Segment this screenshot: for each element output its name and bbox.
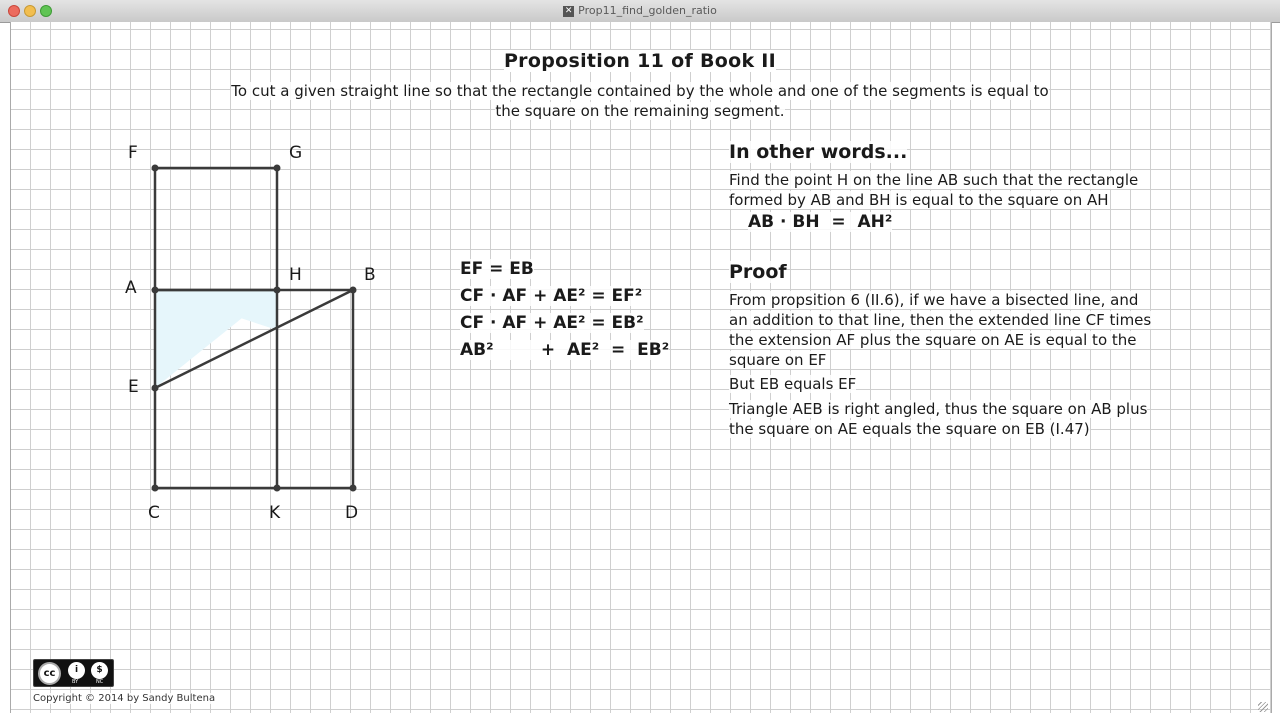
- point-c: [152, 485, 159, 492]
- window-title: Prop11_find_golden_ratio: [578, 4, 717, 17]
- resize-grip-icon[interactable]: [1258, 702, 1268, 712]
- creative-commons-icon: cc: [38, 662, 61, 685]
- proof-paragraph-2: But EB equals EF: [729, 375, 857, 393]
- label-f: F: [128, 143, 138, 163]
- statement-line-1: To cut a given straight line so that the rectangle contained by the whole and one of the segments is equal to: [231, 82, 1049, 100]
- other-words-heading: In other words...: [729, 141, 908, 163]
- other-words-formula: AB · BH = AH²: [748, 212, 893, 232]
- nc-label: NC: [96, 679, 104, 685]
- by-label: BY: [72, 679, 79, 685]
- point-d: [350, 485, 357, 492]
- proof-paragraph-3: Triangle AEB is right angled, thus the square on AB plus the square on AE equals the square on EB (I.47): [729, 400, 1148, 438]
- label-a: A: [125, 278, 137, 298]
- point-g: [274, 165, 281, 172]
- point-h: [274, 287, 281, 294]
- proof-heading: Proof: [729, 261, 787, 283]
- equation-1: EF = EB: [460, 259, 534, 279]
- app-icon: ✕: [564, 5, 573, 16]
- copyright-credit: Copyright © 2014 by Sandy Bultena: [33, 693, 216, 704]
- square-afgh: [155, 168, 277, 290]
- page-title: Proposition 11 of Book II: [503, 50, 777, 72]
- label-h: H: [289, 265, 302, 285]
- point-f: [152, 165, 159, 172]
- label-g: G: [289, 143, 303, 163]
- point-a: [152, 287, 159, 294]
- label-k: K: [269, 503, 281, 523]
- label-e: E: [128, 377, 139, 397]
- noncommercial-icon: $: [91, 662, 108, 679]
- attribution-icon: i: [68, 662, 85, 679]
- statement-line-2: the square on the remaining segment.: [495, 102, 785, 120]
- equation-3: CF · AF + AE² = EB²: [460, 313, 644, 333]
- proof-paragraph-1: From propsition 6 (II.6), if we have a bisected line, and an addition to that line, then the extended line CF times the extension AF plus the square on AE is equal to the square on EF: [729, 291, 1152, 369]
- point-k: [274, 485, 281, 492]
- cc-license-badge[interactable]: [33, 659, 114, 687]
- label-b: B: [364, 265, 376, 285]
- equation-2: CF · AF + AE² = EF²: [460, 286, 643, 306]
- label-d: D: [345, 503, 359, 523]
- point-e: [152, 385, 159, 392]
- equation-4: AB² + AE² = EB²: [460, 340, 670, 360]
- other-words-text: Find the point H on the line AB such that the rectangle formed by AB and BH is equal to the square on AH: [729, 171, 1139, 209]
- point-b: [350, 287, 357, 294]
- label-c: C: [148, 503, 160, 523]
